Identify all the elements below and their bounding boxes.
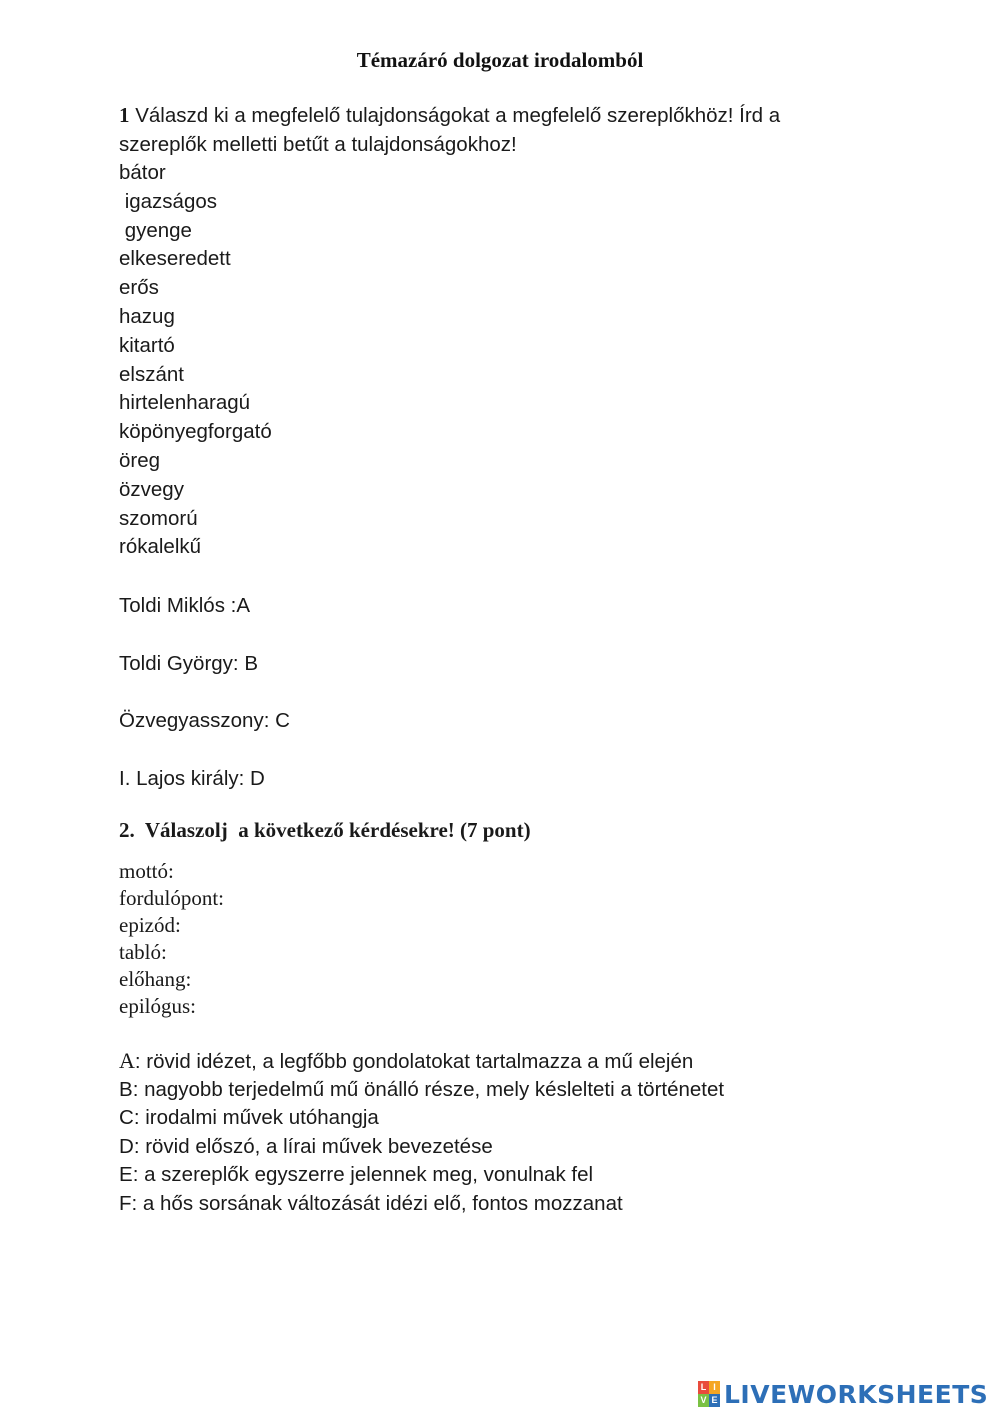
trait-item: köpönyegforgató [119,420,272,444]
logo-mark-l: L [698,1381,709,1394]
definition-text: : a szereplők egyszerre jelennek meg, vonulnak fel [132,1163,594,1187]
trait-item: szomorú [119,506,198,530]
definition-item [119,1161,724,1190]
character-item: Özvegyasszony: C [119,709,290,733]
definition-text: : a hős sorsának változását idézi elő, fontos mozzanat [131,1191,623,1215]
term-list [119,858,224,1020]
definition-letter: A [119,1048,135,1073]
character-item: Toldi György: B [119,651,258,675]
character-item: I. Lajos király: D [119,766,265,790]
liveworksheets-logo [698,1378,988,1410]
term-item: tabló: [119,940,167,964]
section-1 [119,101,839,821]
character-list [119,591,839,793]
trait-item: elszánt [119,362,184,386]
definition-text: : rövid idézet, a legfőbb gondolatokat tartalmazza a mű elején [134,1050,694,1073]
definition-list [119,1047,724,1219]
trait-item: öreg [119,448,161,472]
logo-mark-i: I [709,1381,720,1394]
definition-text: : rövid előszó, a lírai művek bevezetése [133,1134,493,1158]
definition-text: : irodalmi művek utóhangja [133,1106,379,1130]
question-1 [119,101,839,159]
trait-item: hirtelenharagú [119,391,251,415]
trait-list [119,159,839,562]
logo-mark-v: V [698,1394,709,1407]
definition-letter: E [119,1163,133,1187]
trait-item: igazságos [119,189,218,213]
question-2-heading: 2. Válaszolj a következő kérdésekre! (7 pont) [119,818,531,842]
term-item: epilógus: [119,994,196,1018]
trait-item: rókalelkű [119,535,202,559]
definition-letter: B [119,1077,133,1101]
term-item: előhang: [119,967,192,991]
definition-item [119,1104,724,1133]
logo-mark-e: E [709,1394,720,1407]
definition-letter: D [119,1134,134,1158]
definition-text: : nagyobb terjedelmű mű önálló része, mely késlelteti a történetet [132,1077,725,1101]
definition-letter: C [119,1106,134,1130]
trait-item: bátor [119,161,166,184]
term-item: fordulópont: [119,886,224,910]
definition-item [119,1133,724,1162]
term-item: epizód: [119,913,181,937]
logo-text: LIVEWORKSHEETS [724,1379,989,1409]
definition-item [119,1047,724,1076]
trait-item: kitartó [119,333,175,357]
trait-item: elkeseredett [119,247,231,271]
question-number: 1 [119,103,130,127]
definition-item [119,1190,724,1219]
term-item: mottó: [119,859,174,883]
trait-item: gyenge [119,218,192,242]
page-title: Témazáró dolgozat irodalomból [356,48,644,72]
trait-item: özvegy [119,477,184,501]
trait-item: hazug [119,304,175,328]
definition-item [119,1076,724,1105]
trait-item: erős [119,276,159,300]
logo-mark-icon [698,1381,720,1407]
question-1-instruction: Válaszd ki a megfelelő tulajdonságokat a megfelelő szereplőkhöz! Írd a szereplők melletti betűt a tulajdonságokhoz! [119,104,781,156]
definition-letter: F [119,1191,132,1215]
character-item: Toldi Miklós :A [119,594,251,618]
